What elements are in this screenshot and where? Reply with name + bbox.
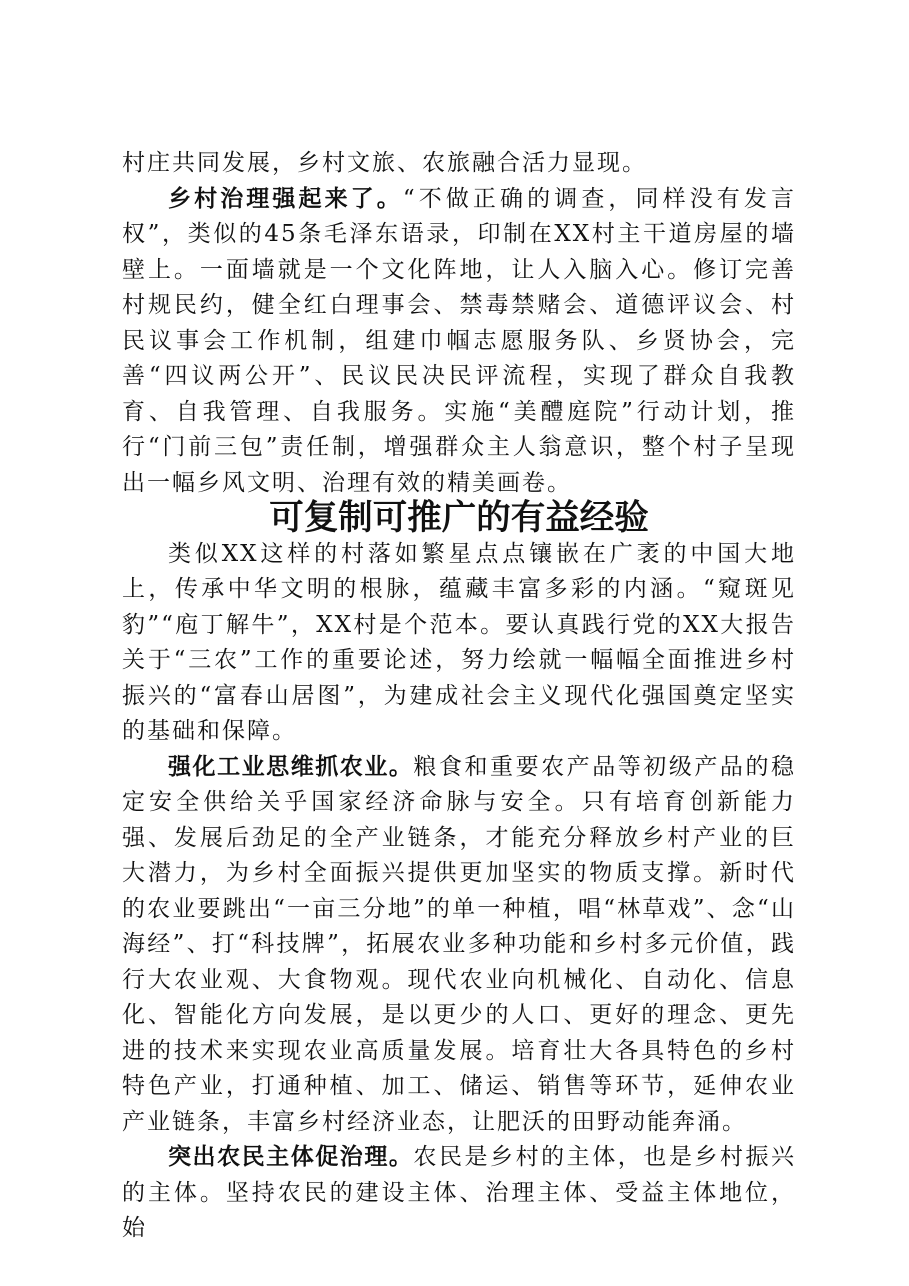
document-page xyxy=(122,146,796,1247)
paragraph-lead-heading: 强化工业思维抓农业。 xyxy=(168,753,414,780)
paragraph-text: 粮食和重要农产品等初级产品的稳定安全供给关乎国家经济命脉与安全。只有培育创新能力强、发展后劲足的全产业链条，才能充分释放乡村产业的巨大潜力，为乡村全面振兴提供更加坚实的物质支撑。新时代的农业要跳出“一亩三分地”的单一种植，唱“林草戏”、念“山海经”、打“科技牌”，拓展农业多种功能和乡村多元价值，践行大农业观、大食物观。现代农业向机械化、自动化、信息化、智能化方向发展，是以更少的人口、更好的理念、更先进的技术来实现农业高质量发展。培育壮大各具特色的乡村特色产业，打通种植、加工、储运、销售等环节，延伸农业产业链条，丰富乡村经济业态，让肥沃的田野动能奔涌。 xyxy=(122,753,797,1135)
paragraph-intro xyxy=(122,537,796,750)
paragraph-text: “不做正确的调查，同样没有发言权”，类似的45条毛泽东语录，印制在XX村主干道房屋的墙壁上。一面墙就是一个文化阵地，让人入脑入心。修订完善村规民约，健全红白理事会、禁毒禁赌会、道德评议会、村民议事会工作机制，组建巾帼志愿服务队、乡贤协会，完善“四议两公开”、民议民决民评流程，实现了群众自我教育、自我管理、自我服务。实施“美醴庭院”行动计划，推行“门前三包”责任制，增强群众主人翁意识，整个村子呈现出一幅乡风文明、治理有效的精美画卷。 xyxy=(122,185,796,496)
paragraph-lead-heading: 突出农民主体促治理。 xyxy=(168,1144,414,1170)
paragraph-farmer-subject xyxy=(122,1140,796,1247)
paragraph-text: 类似XX这样的村落如繁星点点镶嵌在广袤的中国大地上，传承中华文明的根脉，蕴藏丰富多彩的内涵。“窥斑见豹”“庖丁解牛”，XX村是个范本。要认真践行党的XX大报告关于“三农”工作的重要论述，努力绘就一幅幅全面推进乡村振兴的“富春山居图”，为建成社会主义现代化强国奠定坚实的基础和保障。 xyxy=(122,540,796,744)
paragraph-rural-governance xyxy=(122,182,796,502)
paragraph-lead-heading: 乡村治理强起来了。 xyxy=(168,185,403,212)
section-heading: 可复制可推广的有益经验 xyxy=(269,498,649,538)
paragraph-text: 农民是乡村的主体，也是乡村振兴的主体。坚持农民的建设主体、治理主体、受益主体地位，始 xyxy=(122,1144,797,1241)
paragraph-continuation xyxy=(122,146,796,182)
paragraph-text: 村庄共同发展，乡村文旅、农旅融合活力显现。 xyxy=(122,150,647,176)
paragraph-industrial-thinking xyxy=(122,750,796,1141)
